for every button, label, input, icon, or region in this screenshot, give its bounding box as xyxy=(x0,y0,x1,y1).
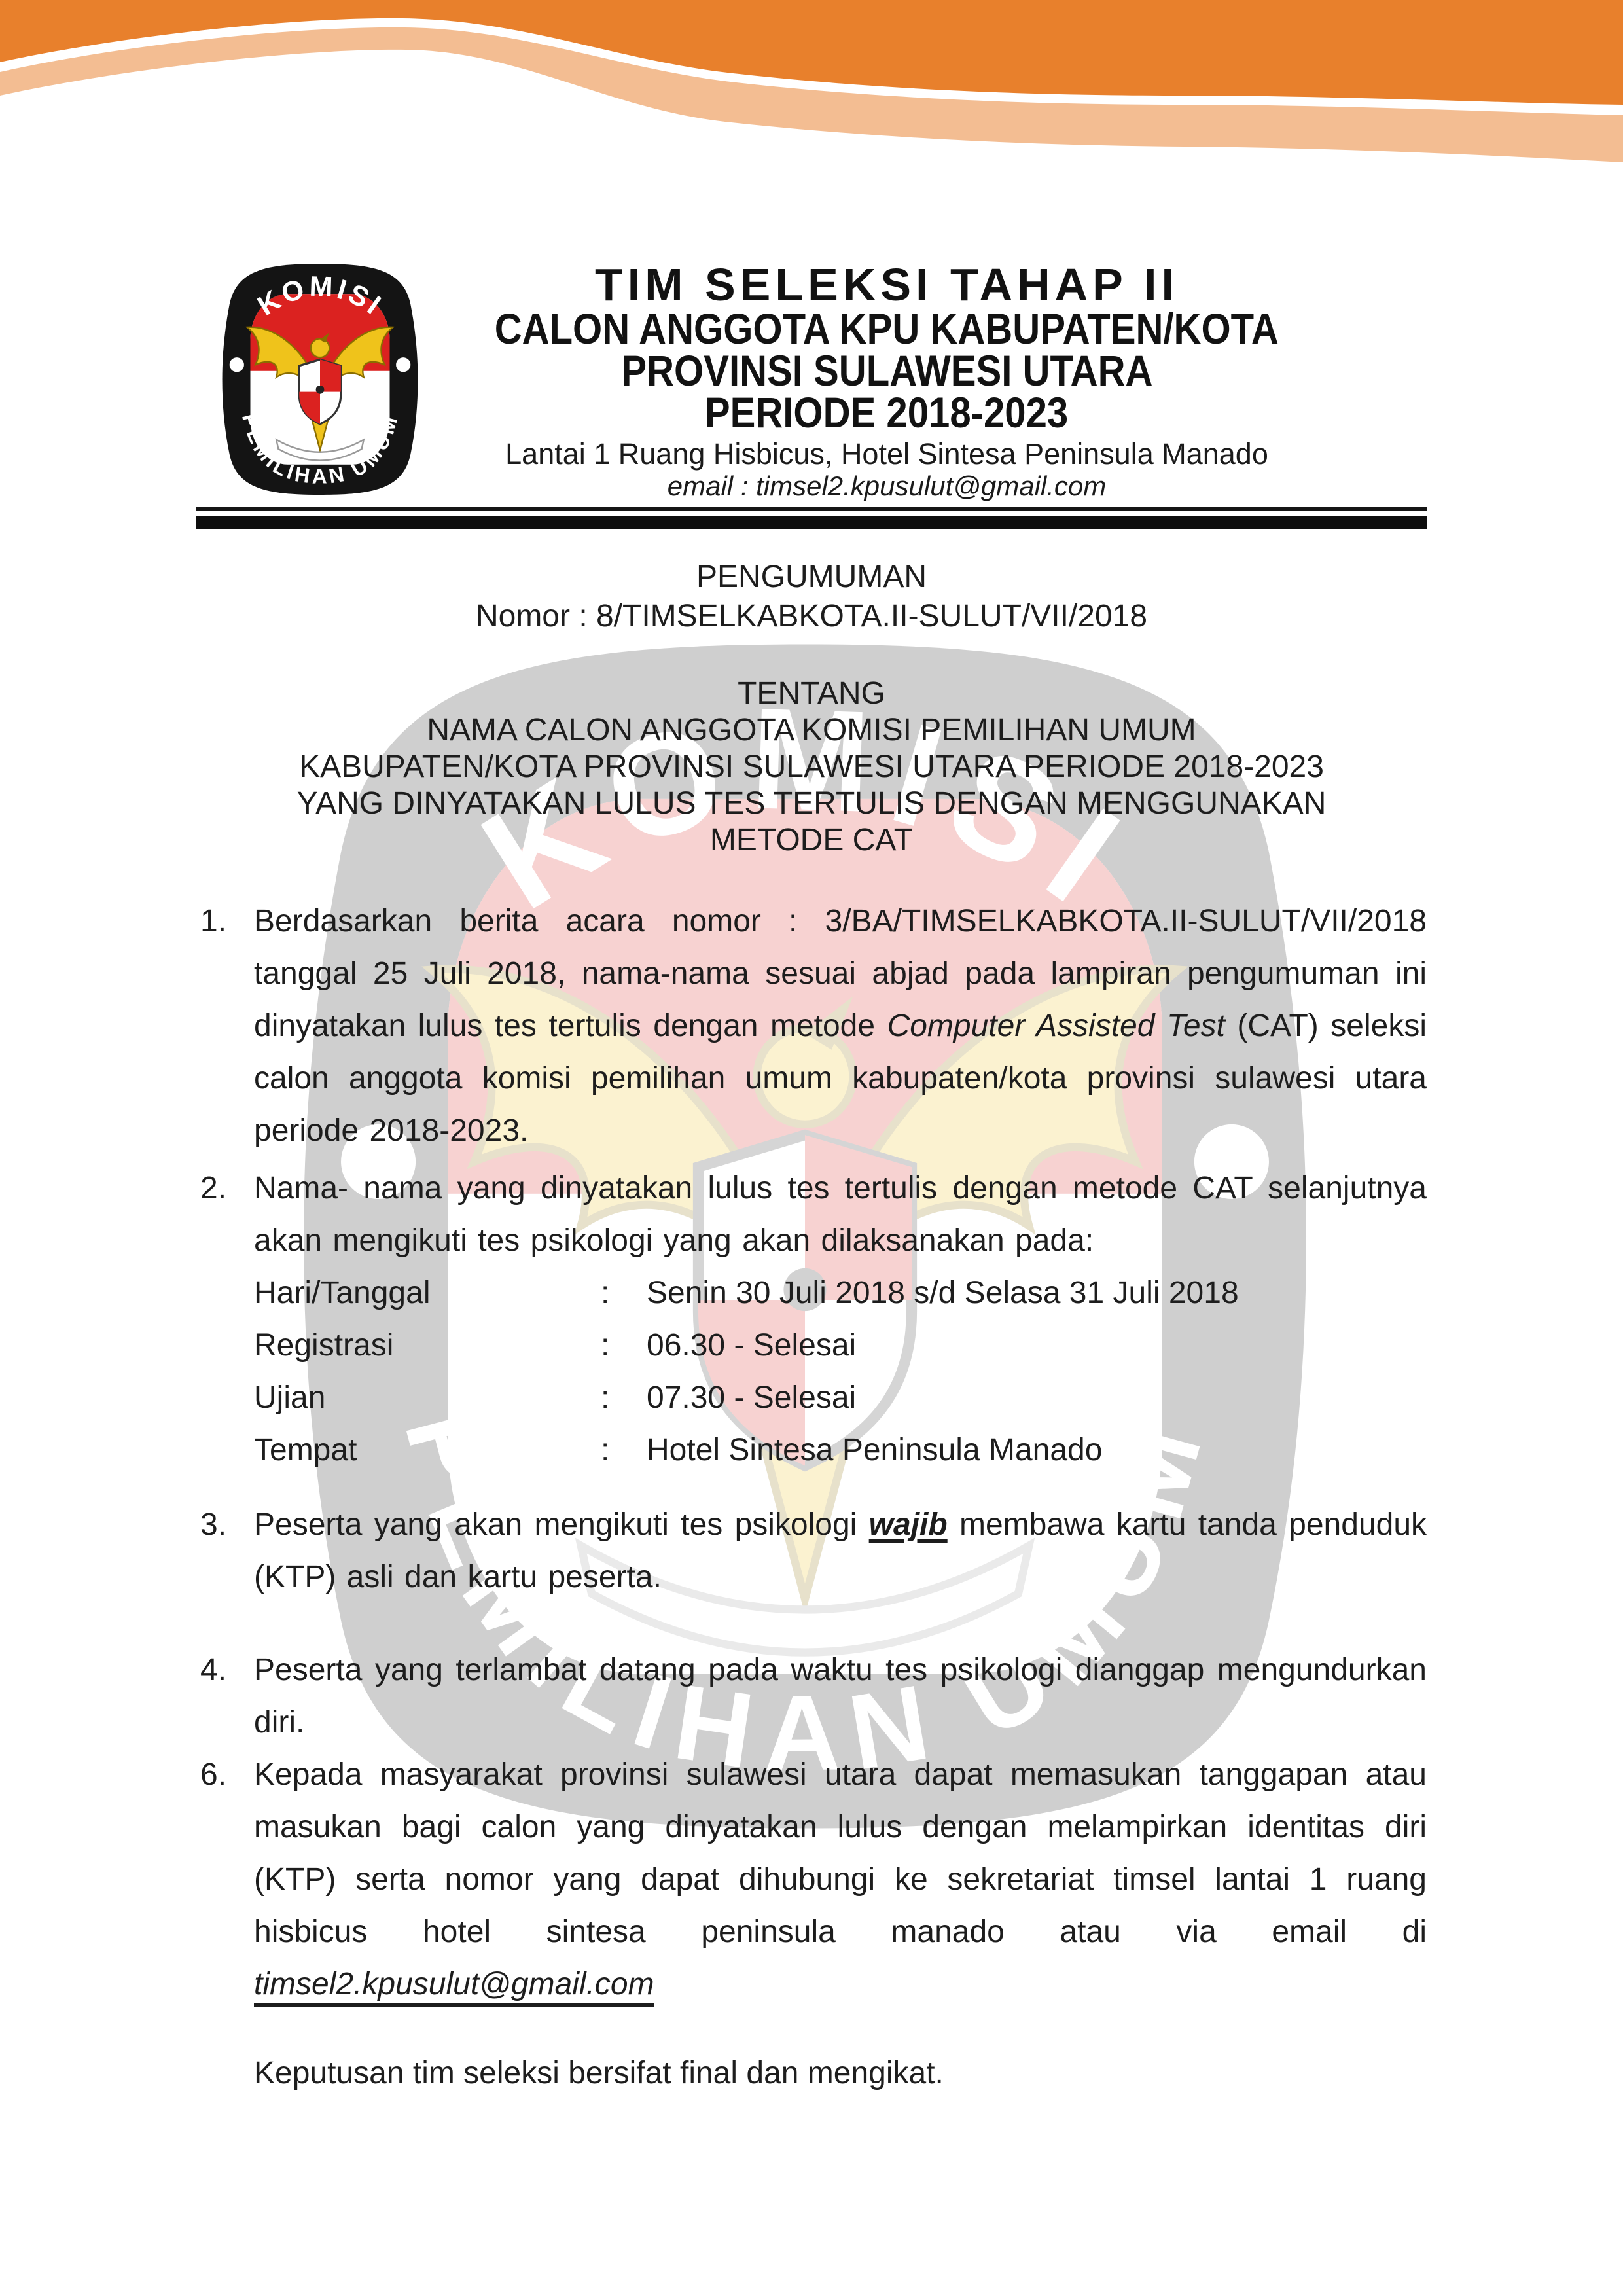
org-subtitle-3 xyxy=(406,388,1368,437)
item-text xyxy=(254,895,1427,1157)
header-wave-decoration xyxy=(0,0,1623,223)
item-number: 1. xyxy=(200,904,227,939)
schedule-value: 06.30 - Selesai xyxy=(647,1328,857,1363)
announcement-title: PENGUMUMAN xyxy=(696,560,927,594)
letterhead xyxy=(406,259,1368,501)
schedule-row xyxy=(254,1267,1427,1319)
list-item xyxy=(196,1162,1427,1477)
announcement-title-block xyxy=(196,558,1427,636)
text-segment: Berdasarkan berita acara nomor : 3/BA/TIMSELKABKOTA.II-SULUT/VII/2018 tanggal 25 Juli 2018, nama-nama sesuai abjad pada lampiran pengumuman ini dinyatakan lulus tes tertulis dengan metode xyxy=(254,904,1427,1043)
item-body xyxy=(254,1499,1427,1604)
text-segment: membawa kartu tanda penduduk (KTP) asli dan kartu peserta. xyxy=(254,1507,1427,1594)
org-subtitle-2-text: PROVINSI SULAWESI UTARA xyxy=(620,346,1153,395)
schedule-colon: : xyxy=(601,1276,610,1310)
about-line: YANG DINYATAKAN LULUS TES TERTULIS DENGAN MENGGUNAKAN xyxy=(296,786,1327,821)
schedule-label: Registrasi xyxy=(254,1328,394,1363)
text-segment: Peserta yang akan mengikuti tes psikologi xyxy=(254,1507,869,1542)
about-line: NAMA CALON ANGGOTA KOMISI PEMILIHAN UMUM xyxy=(427,713,1196,747)
item-body xyxy=(254,1644,1427,1749)
item-text xyxy=(254,1749,1427,2011)
letterhead-divider xyxy=(196,507,1427,529)
schedule-colon: : xyxy=(601,1380,610,1415)
schedule-value: Senin 30 Juli 2018 s/d Selasa 31 Juli 2018 xyxy=(647,1276,1239,1310)
schedule-value: Hotel Sintesa Peninsula Manado xyxy=(647,1433,1103,1467)
about-line: METODE CAT xyxy=(709,823,914,857)
about-block xyxy=(196,675,1427,859)
item-text xyxy=(254,1644,1427,1749)
schedule-row xyxy=(254,1319,1427,1372)
org-subtitle-3-text: PERIODE 2018-2023 xyxy=(705,388,1069,437)
list-item xyxy=(196,1499,1427,1604)
text-segment: Kepada masyarakat provinsi sulawesi utara dapat memasukan tanggapan atau masukan bagi calon yang dinyatakan lulus dengan melampirkan identitas diri (KTP) serta nomor yang dapat dihubungi ke sekretariat timsel lantai 1 ruang hisbicus hotel sintesa peninsula manado atau via email di xyxy=(254,1757,1427,1949)
org-title: TIM SELEKSI TAHAP II xyxy=(595,259,1179,310)
org-subtitle-1-text: CALON ANGGOTA KPU KABUPATEN/KOTA xyxy=(494,304,1279,353)
item-number: 2. xyxy=(200,1171,227,1206)
schedule xyxy=(254,1267,1427,1477)
list-item xyxy=(196,895,1427,1157)
text-segment: wajib xyxy=(868,1507,948,1542)
org-subtitle-2 xyxy=(406,346,1368,395)
closing-statement: Keputusan tim seleksi bersifat final dan mengikat. xyxy=(254,2056,944,2090)
announcement-number: Nomor : 8/TIMSELKABKOTA.II-SULUT/VII/2018 xyxy=(475,599,1148,634)
item-number: 4. xyxy=(200,1653,227,1687)
divider-thick-line xyxy=(196,516,1427,529)
org-email: email : timsel2.kpusulut@gmail.com xyxy=(667,471,1107,501)
about-line: KABUPATEN/KOTA PROVINSI SULAWESI UTARA PERIODE 2018-2023 xyxy=(299,749,1324,784)
text-segment: Computer Assisted Test xyxy=(887,1009,1225,1043)
schedule-colon: : xyxy=(601,1328,610,1363)
item-number: 3. xyxy=(200,1507,227,1542)
text-segment: (CAT) seleksi calon anggota komisi pemilihan umum kabupaten/kota provinsi sulawesi utara periode 2018-2023. xyxy=(254,1009,1427,1148)
schedule-label: Ujian xyxy=(254,1380,326,1415)
divider-thin-line xyxy=(196,507,1427,511)
text-segment: timsel2.kpusulut@gmail.com xyxy=(254,1967,654,2007)
org-address: Lantai 1 Ruang Hisbicus, Hotel Sintesa Peninsula Manado xyxy=(505,437,1268,471)
about-label: TENTANG xyxy=(738,676,885,711)
list-item xyxy=(196,1749,1427,2011)
text-segment: Peserta yang terlambat datang pada waktu tes psikologi dianggap mengundurkan diri. xyxy=(254,1653,1427,1740)
schedule-row xyxy=(254,1372,1427,1424)
schedule-row xyxy=(254,1424,1427,1477)
org-subtitle-1 xyxy=(406,304,1368,353)
list-item xyxy=(196,1644,1427,1749)
item-text xyxy=(254,1499,1427,1604)
item-text xyxy=(254,1162,1427,1267)
item-number: 6. xyxy=(200,1757,227,1792)
item-body xyxy=(254,1749,1427,2011)
schedule-label: Hari/Tanggal xyxy=(254,1276,431,1310)
item-body xyxy=(254,895,1427,1157)
schedule-colon: : xyxy=(601,1433,610,1467)
schedule-label: Tempat xyxy=(254,1433,357,1467)
item-body xyxy=(254,1162,1427,1477)
kpu-logo xyxy=(216,260,424,498)
schedule-value: 07.30 - Selesai xyxy=(647,1380,857,1415)
text-segment: Nama- nama yang dinyatakan lulus tes tertulis dengan metode CAT selanjutnya akan mengikuti tes psikologi yang akan dilaksanakan pada: xyxy=(254,1171,1427,1258)
about-lines xyxy=(196,712,1427,859)
